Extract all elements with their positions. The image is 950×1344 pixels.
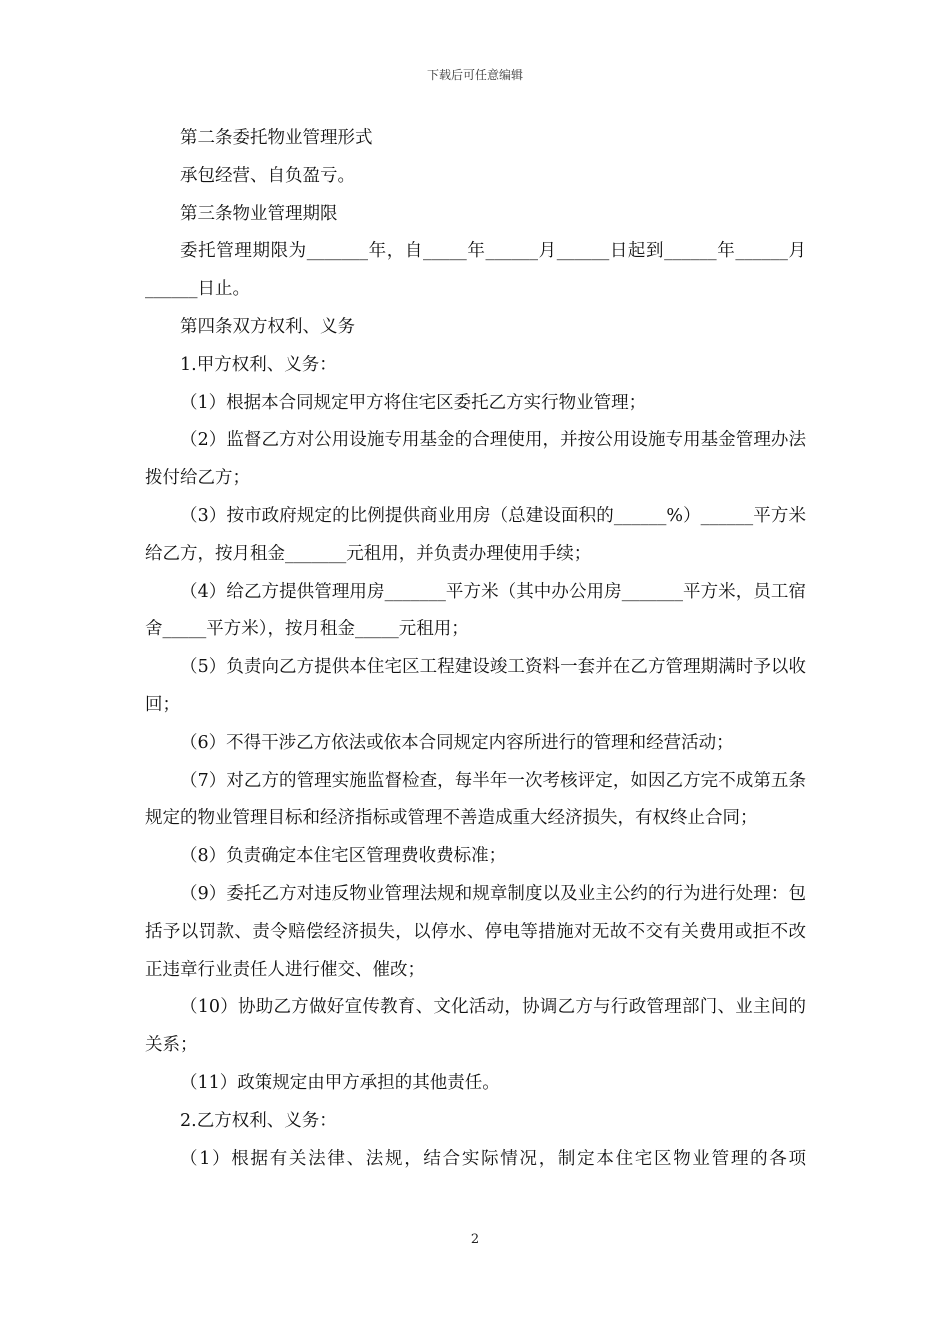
- article-3-text: 委托管理期限为_______年，自_____年______月______日起到______年______月______日止。: [145, 241, 806, 300]
- article-3-title: 第三条物业管理期限: [180, 203, 338, 224]
- page-number: 2: [470, 1232, 480, 1247]
- party-a-item-2: （2）监督乙方对公用设施专用基金的合理使用，并按公用设施专用基金管理办法拨付给乙方；: [145, 430, 806, 489]
- party-b-item-1: （1）根据有关法律、法规，结合实际情况，制定本住宅区物业管理的各项: [180, 1148, 806, 1169]
- article-2-title: 第二条委托物业管理形式: [180, 128, 373, 148]
- party-a-item-6: （6）不得干涉乙方依法或依本合同规定内容所进行的管理和经营活动；: [180, 732, 734, 753]
- party-a-item-9: （9）委托乙方对违反物业管理法规和规章制度以及业主公约的行为进行处理：包括予以罚款、责令赔偿经济损失，以停水、停电等措施对无故不交有关费用或拒不改正违章行业责任人进行催交、催改；: [145, 883, 806, 980]
- party-a-item-3: （3）按市政府规定的比例提供商业用房（总建设面积的______%）______平方米给乙方，按月租金_______元租用，并负责办理使用手续；: [145, 505, 806, 564]
- party-a-item-1: （1）根据本合同规定甲方将住宅区委托乙方实行物业管理；: [180, 392, 647, 413]
- party-a-item-10: （10）协助乙方做好宣传教育、文化活动，协调乙方与行政管理部门、业主间的关系；: [145, 997, 806, 1056]
- article-4-title: 第四条双方权利、义务: [180, 316, 355, 337]
- party-a-item-11: （11）政策规定由甲方承担的其他责任。: [180, 1072, 500, 1093]
- document-body: [145, 120, 806, 1178]
- party-b-heading: 2.乙方权利、义务：: [180, 1110, 337, 1131]
- article-2-text: 承包经营、自负盈亏。: [180, 165, 355, 186]
- party-a-item-8: （8）负责确定本住宅区管理费收费标准；: [180, 846, 507, 867]
- party-a-heading: 1.甲方权利、义务：: [180, 354, 337, 375]
- party-a-item-5: （5）负责向乙方提供本住宅区工程建设竣工资料一套并在乙方管理期满时予以收回；: [145, 657, 806, 715]
- page-header: 下载后可任意编辑: [426, 68, 523, 82]
- party-a-item-4: （4）给乙方提供管理用房_______平方米（其中办公用房_______平方米，员工宿舍_____平方米），按月租金_____元租用；: [145, 581, 806, 640]
- party-a-item-7: （7）对乙方的管理实施监督检查，每半年一次考核评定，如因乙方完不成第五条规定的物业管理目标和经济指标或管理不善造成重大经济损失，有权终止合同；: [145, 770, 806, 829]
